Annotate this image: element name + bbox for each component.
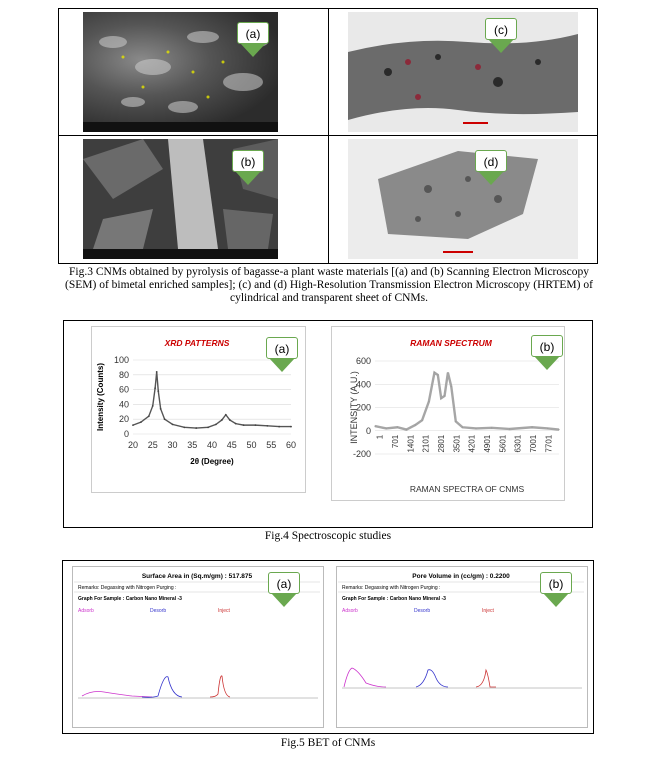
bet-right-inject: Inject [482,608,494,614]
xrd-ytick: 40 [118,399,129,410]
raman-point [397,427,398,428]
fig5-arrow-a [271,593,297,607]
xrd-point [266,425,268,427]
fig4-label-b: (b) [531,335,563,357]
raman-point [374,426,375,427]
bet-left-graph-for: Graph For Sample : Carbon Nano Mineral -3 [78,596,182,602]
raman-point [428,401,429,402]
raman-xlabel: RAMAN SPECTRA OF CNMS [409,484,525,494]
xrd-point [152,405,154,407]
raman-chart [331,326,563,499]
xrd-point [157,390,159,392]
xrd-xtick: 40 [206,440,218,450]
xrd-xtick: 60 [285,440,297,450]
xrd-point [290,426,292,428]
bet-right-remarks: Remarks: Degassing with Nitrogen Purging : [342,585,441,591]
hrtem-image-d [348,139,578,259]
fig4-arrow-b [534,356,560,370]
fig5-label-a: (a) [268,572,300,594]
raman-xtick: 7001 [529,434,538,453]
xrd-point [229,419,231,421]
fig3-label-a: (a) [237,22,269,44]
fig3-arrow-a [240,43,266,57]
raman-ytick: -200 [352,449,371,459]
xrd-xtick: 35 [187,440,198,450]
raman-ytick: 600 [355,356,371,366]
xrd-ytick: 60 [118,384,129,395]
xrd-xtick: 30 [167,440,178,450]
xrd-point [195,427,197,429]
raman-point [558,429,559,430]
hrtem-texture-c [348,12,578,132]
hrtem-texture-d [348,139,578,259]
xrd-title: XRD PATTERNS [164,338,230,348]
fig3-label-b: (b) [232,150,264,172]
raman-point [451,386,452,387]
xrd-point [164,418,166,420]
bet-right-title: Pore Volume in (cc/gm) : 0.2200 [412,573,510,580]
xrd-xtick: 25 [147,440,158,450]
raman-xtick: 4201 [467,434,477,453]
xrd-point [255,424,257,426]
xrd-point [140,421,142,423]
fig3-label-d: (d) [475,150,507,172]
xrd-point [154,387,156,389]
fig3-arrow-d [478,171,504,185]
xrd-point [172,423,174,425]
fig4-caption: Fig.4 Spectroscopic studies [264,530,392,542]
xrd-series-line [133,372,291,428]
raman-xtick: 5601 [498,434,508,453]
bet-left-adsorb: Adsorb [78,608,94,614]
raman-point [475,428,476,429]
xrd-point [215,423,217,425]
raman-xtick: 1401 [406,434,416,453]
raman-point [441,398,442,399]
bet-right-adsorb: Adsorb [342,608,358,614]
xrd-point [243,424,245,426]
raman-ytick: 200 [355,402,371,413]
xrd-xtick: 55 [266,440,277,450]
raman-point [437,374,438,375]
raman-xtick: 2101 [421,434,431,453]
xrd-xtick: 20 [127,440,139,450]
xrd-point [183,426,185,428]
raman-point [455,421,456,422]
bet-left-inject: Inject [218,608,230,614]
xrd-point [235,423,237,425]
xrd-point [156,371,158,373]
fig3-divider-h [58,135,598,136]
xrd-point [221,419,223,421]
raman-title: RAMAN SPECTRUM [410,338,492,348]
raman-point [422,420,423,421]
raman-point [447,372,448,373]
raman-xtick: 7701 [544,434,554,453]
xrd-ytick: 100 [113,355,129,365]
raman-point [434,372,435,373]
xrd-ylabel: Intensity (Counts) [96,363,105,431]
xrd-xtick: 45 [226,440,237,450]
bet-right-desorb: Desorb [414,608,431,614]
raman-point [491,427,492,428]
xrd-point [132,424,134,426]
raman-point [444,395,445,396]
fig4-label-a: (a) [266,337,298,359]
raman-ytick: 400 [355,379,371,390]
raman-xtick: 3501 [452,434,462,453]
raman-xtick: 1 [375,434,385,440]
xrd-xlabel: 2θ (Degree) [190,457,234,466]
xrd-ytick: 0 [123,429,129,439]
fig3-label-c: (c) [485,18,517,40]
raman-point [415,424,416,425]
fig3-divider-v [328,8,329,264]
fig5-caption: Fig.5 BET of CNMs [280,737,376,749]
raman-xtick: 6301 [513,434,523,453]
raman-xtick: 2801 [437,434,446,453]
fig5-arrow-b [543,593,569,607]
raman-point [386,428,387,429]
xrd-ytick: 20 [118,414,129,425]
fig4-arrow-a [269,358,295,372]
raman-point [531,427,532,428]
raman-point [462,427,463,428]
raman-ytick: 0 [365,425,371,436]
bet-left-desorb: Desorb [150,608,167,614]
hrtem-image-c [348,12,578,132]
bet-right-graph-for: Graph For Sample : Carbon Nano Mineral -3 [342,596,446,602]
bet-left-remarks: Remarks: Degassing with Nitrogen Purging : [78,585,177,591]
raman-point [547,428,548,429]
raman-xtick: 4901 [483,434,492,453]
fig3-arrow-b [235,171,261,185]
fig5-label-b: (b) [540,572,572,594]
raman-series-line [375,373,559,430]
xrd-point [148,415,150,417]
fig3-arrow-c [488,39,514,53]
xrd-point [225,414,227,416]
raman-ylabel: INTENSITY (A.U.) [349,371,359,444]
raman-point [509,428,510,429]
xrd-point [278,426,280,428]
bet-left-title: Surface Area in (Sq.m/gm) : 517.875 [141,573,253,580]
xrd-ytick: 80 [118,369,129,380]
raman-xtick: 701 [391,434,400,449]
xrd-xtick: 50 [246,440,257,450]
xrd-point [160,408,162,410]
raman-point [406,429,407,430]
xrd-point [207,426,209,428]
fig3-caption: Fig.3 CNMs obtained by pyrolysis of bagasse-a plant waste materials [(a) and (b) Scanning Electron Microscopy (SEM) of bimetal enriched samples]; (c) and (d) High-Resolution Transmission Electron Microscopy (HRTEM) of cylindrical and transparent sheet of CNMs. [65,266,593,304]
